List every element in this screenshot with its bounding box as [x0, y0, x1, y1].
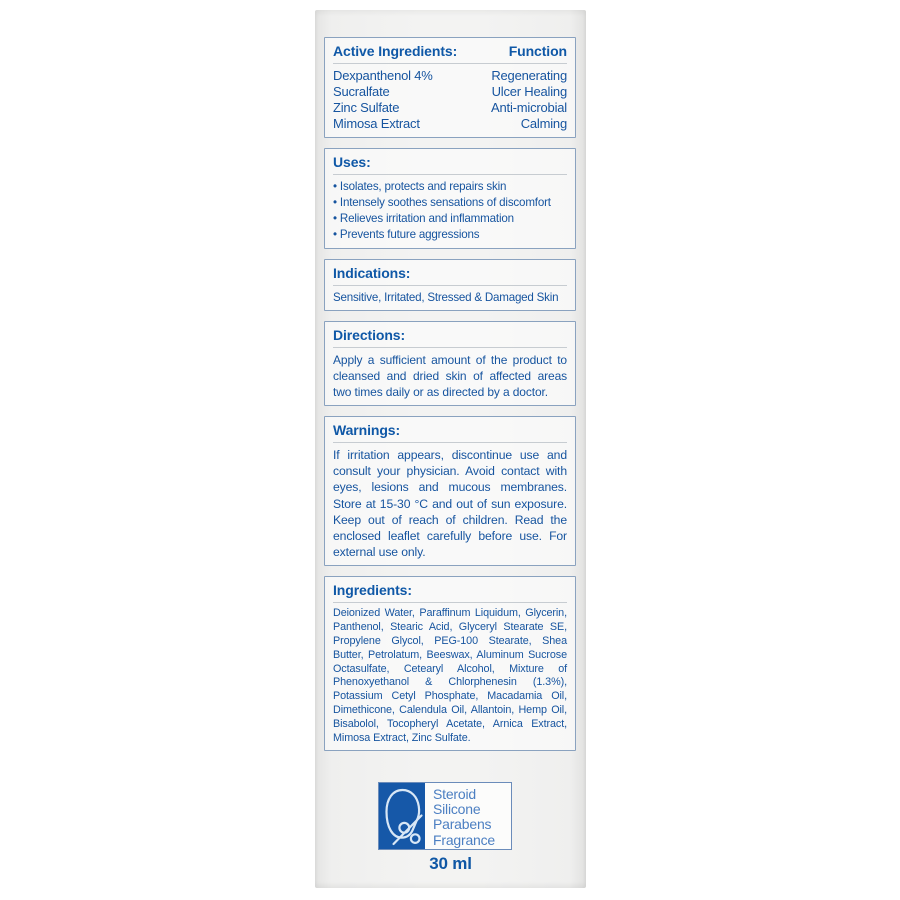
- ingredient-name: Mimosa Extract: [333, 116, 420, 131]
- ingredients-body: Deionized Water, Paraffinum Liquidum, Glycerin, Panthenol, Stearic Acid, Glyceryl Stearate SE, Propylene Glycol, PEG-100 Stearate, Shea Butter, Petrolatum, Beeswax, Aluminum Sucrose Octasulfate, Cetearyl Alcohol, Mixture of Phenoxyethanol & Chlorphenesin (1.3%), Potassium Cetyl Phosphate, Macadamia Oil, Dimethicone, Calendula Oil, Allantoin, Hemp Oil, Bisabolol, Tocopheryl Acetate, Arnica Extract, Mimosa Extract, Zinc Sulfate.: [333, 607, 567, 744]
- section-directions: [324, 321, 576, 406]
- volume-label: 30 ml: [429, 854, 472, 873]
- table-row: [333, 68, 567, 84]
- list-item: • Prevents future aggressions: [333, 227, 567, 243]
- warnings-title: Warnings:: [333, 422, 401, 438]
- ingredient-function: Ulcer Healing: [491, 84, 567, 99]
- ingredient-function: Calming: [520, 116, 567, 131]
- table-row: [333, 100, 567, 116]
- directions-body: Apply a sufficient amount of the product to cleansed and dried skin of affected areas two times daily or as directed by a doctor.: [333, 353, 567, 399]
- warnings-body: If irritation appears, discontinue use and consult your physician. Avoid contact with eyes, lesions and mucous membranes. Store at 15-30 °C and out of sun exposure. Keep out of reach of children. Read the enclosed leaflet carefully before use. For external use only.: [333, 448, 567, 560]
- ingredient-name: Zinc Sulfate: [333, 100, 400, 115]
- list-item: • Isolates, protects and repairs skin: [333, 179, 567, 195]
- indications-title: Indications:: [333, 265, 411, 281]
- header-divider: [333, 347, 567, 348]
- free-from-item: Parabens: [433, 816, 492, 833]
- free-from-item: Silicone: [433, 801, 481, 818]
- header-divider: [333, 174, 567, 175]
- product-box-back-panel: [315, 10, 586, 888]
- section-uses: [324, 148, 576, 249]
- function-column-header: Function: [508, 43, 567, 59]
- indications-body: Sensitive, Irritated, Stressed & Damaged Skin: [333, 291, 559, 304]
- table-row: [333, 84, 567, 100]
- directions-title: Directions:: [333, 327, 406, 343]
- free-from-badge: [378, 782, 512, 850]
- ingredient-function: Regenerating: [491, 68, 567, 83]
- ingredient-function: Anti-microbial: [491, 100, 567, 115]
- active-ingredients-header-row: [333, 43, 567, 60]
- section-warnings: [324, 416, 576, 566]
- section-active-ingredients: [324, 37, 576, 138]
- free-from-item: Steroid: [433, 786, 476, 802]
- list-item: • Relieves irritation and inflammation: [333, 211, 567, 227]
- free-from-item: Fragrance: [433, 831, 496, 848]
- free-from-list: [425, 783, 495, 849]
- table-row: [333, 116, 567, 132]
- header-divider: [333, 602, 567, 603]
- section-ingredients: [324, 576, 576, 751]
- section-indications: [324, 259, 576, 311]
- zero-percent-icon: [379, 783, 425, 849]
- ingredients-title: Ingredients:: [333, 582, 412, 599]
- header-divider: [333, 285, 567, 286]
- ingredient-name: Sucralfate: [333, 84, 390, 99]
- header-divider: [333, 442, 567, 443]
- ingredient-name: Dexpanthenol 4%: [333, 68, 433, 83]
- label-sections: [324, 37, 576, 761]
- header-divider: [333, 63, 567, 64]
- list-item: • Intensely soothes sensations of discomfort: [333, 195, 567, 211]
- uses-title: Uses:: [333, 154, 371, 170]
- active-ingredients-title: Active Ingredients:: [333, 43, 458, 59]
